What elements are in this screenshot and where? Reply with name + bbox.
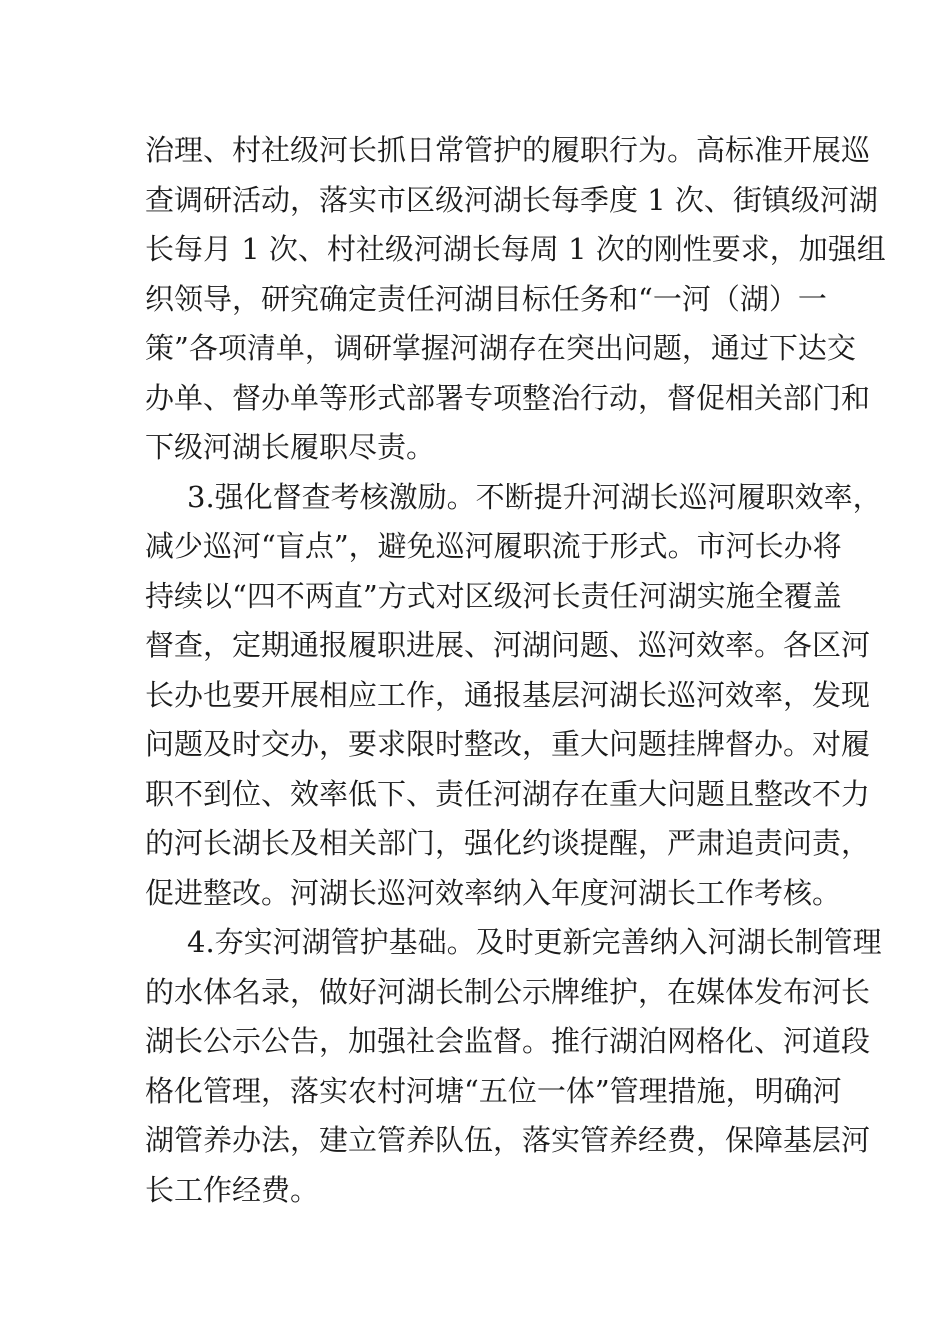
text-line: 湖长公示公告，加强社会监督。推行湖泊网格化、河道段 [145,1024,871,1058]
text-line: 格化管理，落实农村河塘“五位一体”管理措施，明确河 [145,1073,842,1108]
text-line: 治理、村社级河长抓日常管护的履职行为。高标准开展巡 [145,133,871,167]
text-line: 查调研活动，落实市区级河湖长每季度 1 次、街镇级河湖 [145,182,878,217]
paragraph-1 [145,126,886,473]
text-line: 长工作经费。 [145,1172,320,1207]
text-line: 持续以“四不两直”方式对区级河长责任河湖实施全覆盖 [145,578,842,613]
document-body [145,126,886,1215]
text-line: 督查，定期通报履职进展、河湖问题、巡河效率。各区河 [145,628,871,662]
text-line: 职不到位、效率低下、责任河湖存在重大问题且整改不力 [145,776,871,811]
text-line: 4.夯实河湖管护基础。及时更新完善纳入河湖长制管理 [187,925,882,959]
text-line: 下级河湖长履职尽责。 [145,430,436,464]
text-line: 的河长湖长及相关部门，强化约谈提醒，严肃追责问责， [145,826,871,860]
text-line: 长办也要开展相应工作，通报基层河湖长巡河效率，发现 [145,677,871,712]
text-line: 办单、督办单等形式部署专项整治行动，督促相关部门和 [145,380,871,415]
text-line: 织领导，研究确定责任河湖目标任务和“一河（湖）一 [145,281,827,316]
paragraph-2 [145,473,882,919]
text-line: 减少巡河“盲点”，避免巡河履职流于形式。市河长办将 [145,529,842,563]
text-line: 湖管养办法，建立管养队伍，落实管养经费，保障基层河 [145,1123,871,1157]
text-line: 问题及时交办，要求限时整改，重大问题挂牌督办。对履 [145,727,871,761]
text-line: 长每月 1 次、村社级河湖长每周 1 次的刚性要求，加强组 [145,232,886,266]
text-line: 促进整改。河湖长巡河效率纳入年度河湖长工作考核。 [145,875,842,910]
paragraph-3 [145,918,882,1215]
text-line: 3.强化督查考核激励。不断提升河湖长巡河履职效率， [187,479,882,514]
text-line: 策”各项清单，调研掌握河湖存在突出问题，通过下达交 [145,331,856,365]
text-line: 的水体名录，做好河湖长制公示牌维护，在媒体发布河长 [145,974,871,1009]
